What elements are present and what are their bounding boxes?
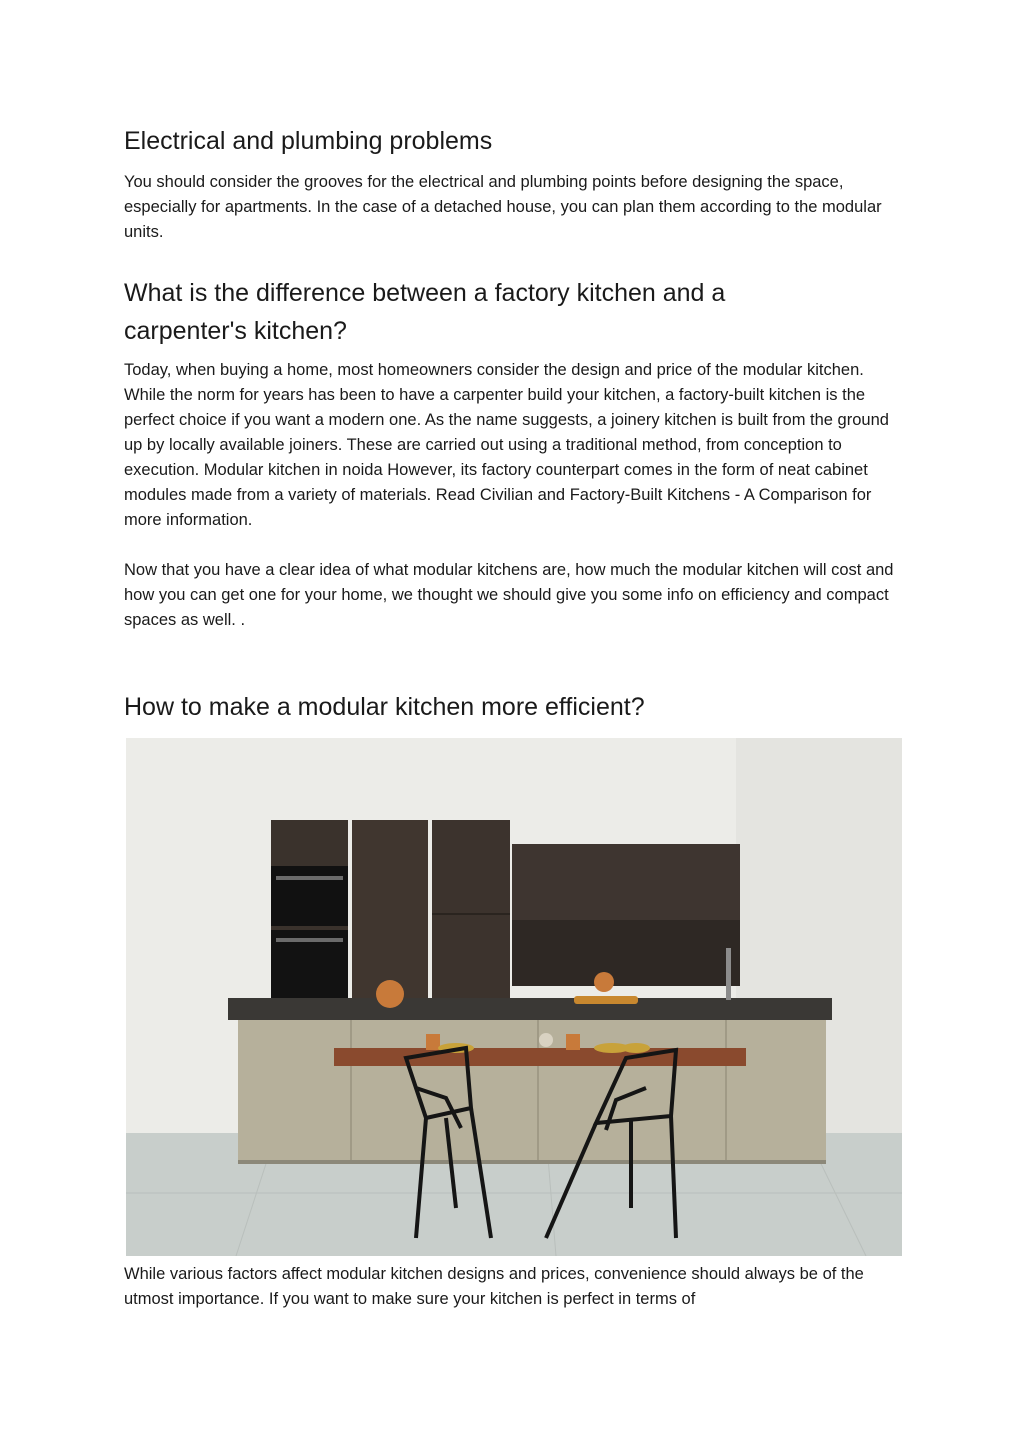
section-heading-efficient: How to make a modular kitchen more efficient? [124, 693, 645, 721]
photo-backsplash [512, 920, 740, 986]
paragraph-electrical: You should consider the grooves for the electrical and plumbing points before designing the space, especially for apartments. In the case of a detached house, you can plan them according to the modular units. [124, 173, 882, 241]
paragraph-now-that: Now that you have a clear idea of what modular kitchens are, how much the modular kitchen will cost and how you can get one for your home, we thought we should give you some info on efficiency and compact spaces as well. . [124, 561, 894, 629]
kitchen-photo [126, 738, 902, 1256]
section-heading-electrical: Electrical and plumbing problems [124, 127, 493, 155]
photo-wall-cabinet [512, 844, 740, 920]
section-heading-difference: What is the difference between a factory kitchen and a carpenter's kitchen? [124, 279, 726, 345]
photo-wood-shelf [334, 1048, 746, 1066]
photo-countertop [228, 998, 832, 1020]
photo-base-cabinet [238, 1020, 826, 1160]
paragraph-while: While various factors affect modular kitchen designs and prices, convenience should always be of the utmost importance. If you want to make sure your kitchen is perfect in terms of [124, 1265, 864, 1308]
photo-kettle [376, 980, 404, 1008]
photo-oven-top [271, 866, 348, 926]
paragraph-difference: Today, when buying a home, most homeowners consider the design and price of the modular kitchen. While the norm for years has been to have a carpenter build your kitchen, a factory-built kitchen is the perfect choice if you want a modern one. As the name suggests, a joinery kitchen is built from the ground up by locally available joiners. These are carried out using a traditional method, from conception to execution. Modular kitchen in noida However, its factory counterpart comes in the form of neat cabinet modules made from a variety of materials. Read Civilian and Factory-Built Kitchens - A Comparison for more information. [124, 361, 889, 529]
